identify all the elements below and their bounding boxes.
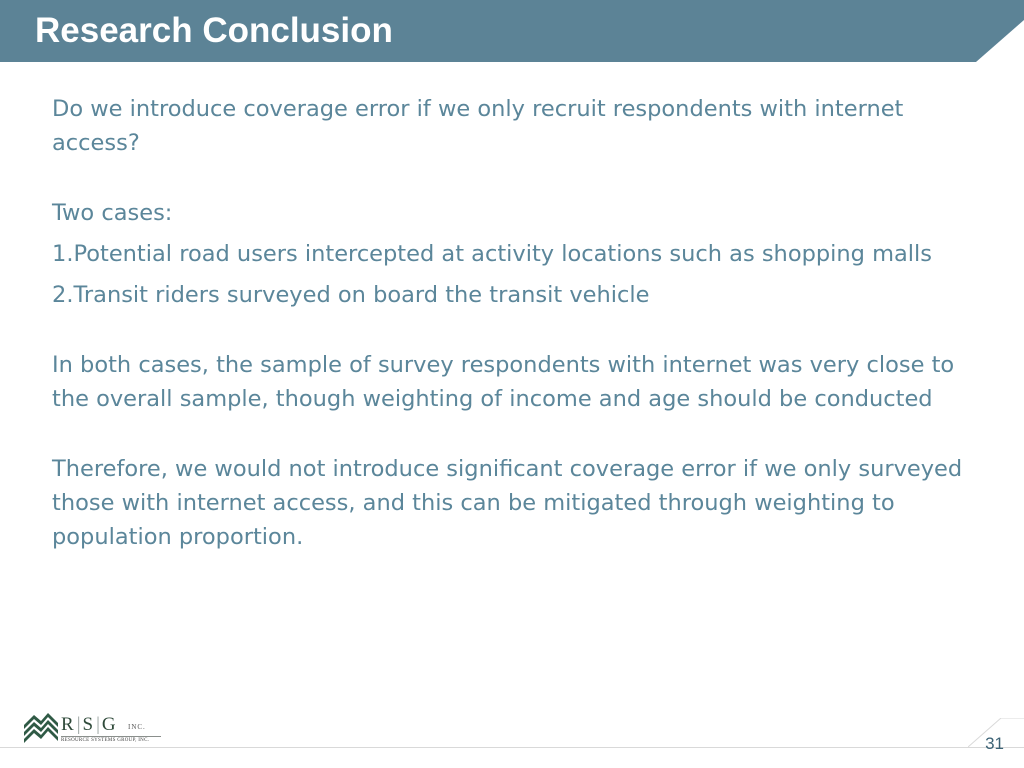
logo-inc: INC. xyxy=(128,723,146,731)
case-item-2: 2.Transit riders surveyed on board the transit vehicle xyxy=(52,282,650,308)
finding-paragraph: In both cases, the sample of survey respondents with internet was very close to the overall sample, though weighting of income and age should be conducted xyxy=(52,352,955,412)
case-item-1: 1.Potential road users intercepted at activity locations such as shopping malls xyxy=(52,241,933,267)
logo-subtitle: RESOURCE SYSTEMS GROUP, INC. xyxy=(61,738,150,743)
slide-body xyxy=(52,92,982,554)
page-number: 31 xyxy=(985,734,1004,753)
title-bar xyxy=(0,0,1024,64)
footer-divider xyxy=(0,747,1024,748)
slide-title: Research Conclusion xyxy=(35,11,393,50)
logo-divider xyxy=(61,736,161,737)
logo-letters: R|S|G xyxy=(61,714,119,735)
mountains-icon xyxy=(24,709,58,743)
rsg-logo xyxy=(24,709,164,745)
question-paragraph: Do we introduce coverage error if we only recruit respondents with internet access? xyxy=(52,96,904,156)
conclusion-paragraph: Therefore, we would not introduce significant coverage error if we only surveyed those with internet access, and this can be mitigated through weighting to population proportion. xyxy=(52,456,963,550)
cases-heading: Two cases: xyxy=(52,200,173,226)
